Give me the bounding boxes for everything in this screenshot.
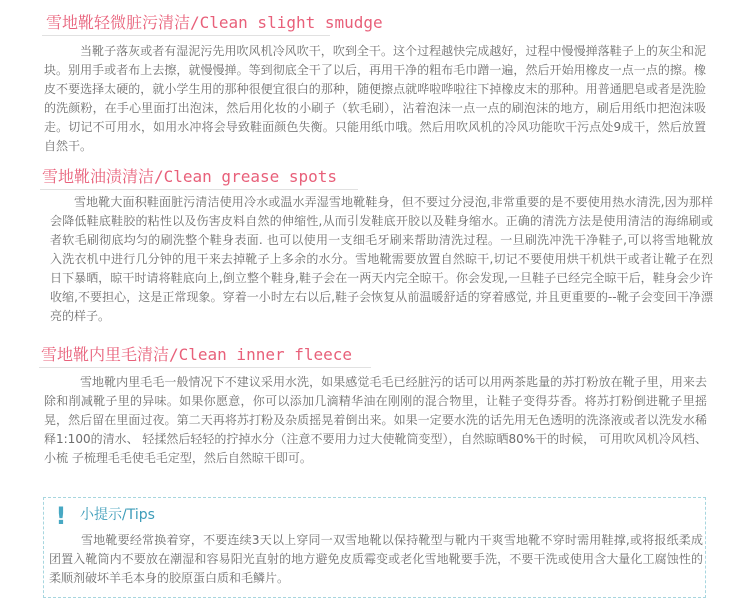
tips-body: 雪地靴要经常换着穿，不要连续3天以上穿同一双雪地靴以保持靴型与靴内干爽雪地靴不穿时需用鞋撑,或将报纸柔成团置入靴筒内不要放在潮湿和容易阳光直射的地方避免皮质霉变或老化雪地靴要手洗，不要干洗或使用含大量化工腐蚀性的柔顺剂破坏羊毛本身的胶原蛋白质和毛鳞片。 bbox=[49, 533, 703, 585]
slight-smudge-section bbox=[0, 0, 750, 153]
inner-fleece-section bbox=[0, 340, 750, 485]
section-title: 雪地靴油渍清洁/Clean grease spots bbox=[42, 167, 338, 186]
tips-title: 小提示/Tips bbox=[80, 507, 155, 523]
section-body: 当靴子落灰或者有湿泥污先用吹风机冷风吹干，吹到全干。这个过程越快完成越好，过程中慢慢掸落鞋子上的灰尘和泥块。别用手或者布上去擦，就慢慢掸。等到彻底全干了以后，再用干净的粗布毛巾蹭一遍，然后开始用橡皮一点一点的擦。橡皮不要选择太硬的，就小学生用的那种很便宜很白的那种，随便擦点就哗啦哗啦往下掉橡皮末的那种。用普通肥皂或者是洗脸的洗颜粉，在手心里面打出泡沫，然后用化妆的小刷子（软毛刷），沾着泡沫一点一点的刷泡沫的地方，刷后用纸巾把泡沫吸走。切记不可用水，如用水冲将会导致鞋面颜色失衡。只能用纸巾哦。然后用吹风机的冷风功能吹干污点处9成干，然后放置自然干。 bbox=[44, 44, 706, 153]
section-title: 雪地靴轻微脏污清洁/Clean slight smudge bbox=[46, 13, 383, 32]
section-divider bbox=[39, 367, 371, 368]
exclamation-icon: ! bbox=[55, 502, 67, 530]
section-body: 雪地靴大面积鞋面脏污清洁使用冷水或温水弄湿雪地靴鞋身，但不要过分浸泡,非常重要的是不要使用热水清洗,因为那样会降低鞋底鞋胶的粘性以及伤害皮料自然的伸缩性,从而引发鞋底开胶以及鞋身缩水。正确的清洗方法是使用清洁的海绵刷或者软毛刷彻底均匀的刷洗整个鞋身表面. 也可以使用一支细毛牙刷来帮助清洗过程。一旦刷洗冲洗干净鞋子,可以将雪地靴放 入洗衣机中进行几分钟的甩干来去掉靴子上多余的水分。雪地靴需要放置自然晾干,切记不要使用烘干机烘干或者让靴子在烈日下暴晒，晾干时请将鞋底向上,倒立整个鞋身,鞋子会在一两天内完全晾干。你会发现,一旦鞋子已经完全晾干后，鞋身会少许收缩,不要担心，这是正常现象。穿着一小时左右以后,鞋子会恢复从前温暖舒适的穿着感觉, 并且更重要的--靴子会变回干净漂亮的样子。 bbox=[50, 195, 713, 323]
section-divider bbox=[40, 189, 358, 190]
tips-box bbox=[43, 497, 706, 598]
section-title: 雪地靴内里毛清洁/Clean inner fleece bbox=[41, 345, 353, 364]
grease-spots-section bbox=[0, 160, 750, 340]
section-divider bbox=[42, 35, 330, 36]
section-body: 雪地靴内里毛毛一般情况下不建议采用水洗，如果感觉毛毛已经脏污的话可以用两茶匙量的苏打粉放在靴子里，用来去除和削减靴子里的异味。如果你愿意，你可以添加几滴精华油在刚刚的混合物里，让鞋子变得芬香。将苏打粉倒进靴子里摇晃，然后留在里面过夜。第二天再将苏打粉及杂质摇晃着倒出来。如果一定要水洗的话先用无色透明的洗涤液或者以洗发水稀释1:100的清水、 轻揉然后轻轻的拧掉水分（注意不要用力过大使靴筒变型），自然晾晒80%干的时候， 可用吹风机冷风档、 小梳 子梳理毛毛使毛毛定型，然后自然晾干即可。 bbox=[44, 375, 707, 465]
